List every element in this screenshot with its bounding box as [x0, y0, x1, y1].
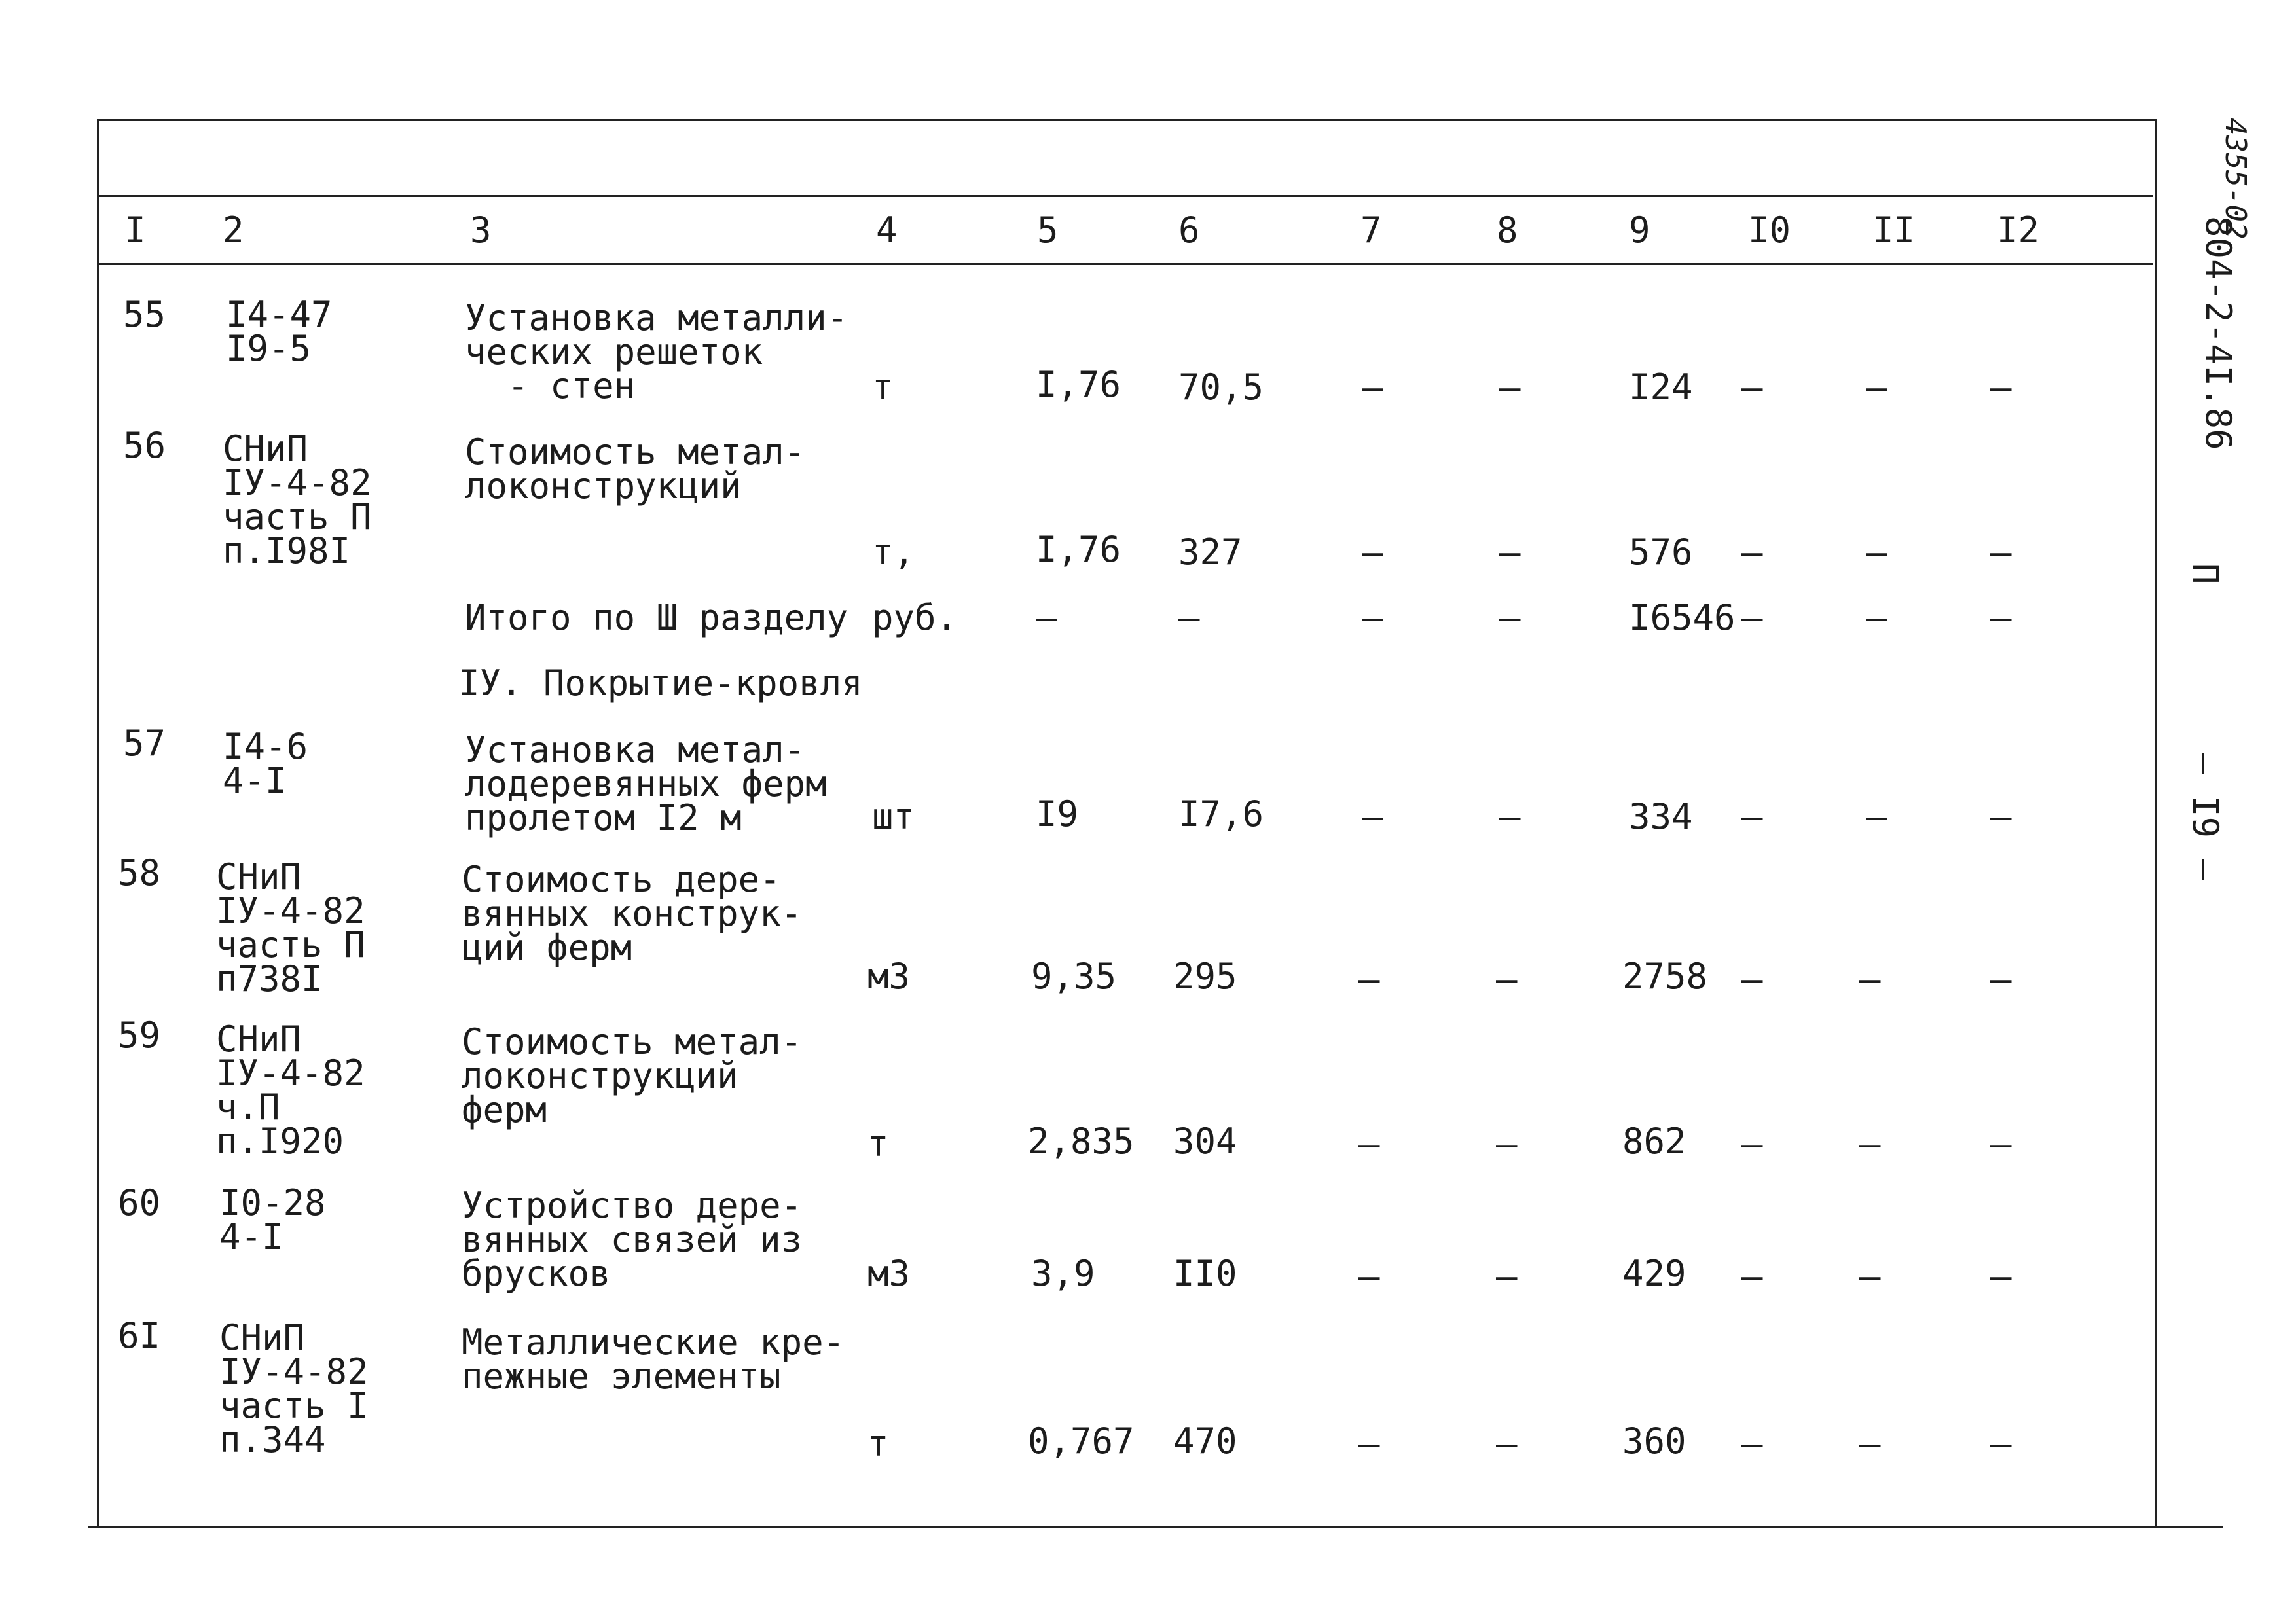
- row-col8: –: [1499, 597, 1521, 638]
- page-number: – I9 –: [2185, 753, 2226, 881]
- row-col12: –: [1990, 532, 2012, 573]
- row-col7: –: [1358, 1123, 1380, 1164]
- col-header-2: 2: [223, 209, 244, 251]
- row-col12: –: [1990, 958, 2012, 1000]
- row-col8: –: [1496, 1255, 1518, 1297]
- row-unit: м3: [867, 1253, 911, 1294]
- row-price: II0: [1173, 1253, 1237, 1294]
- row-col10: –: [1741, 958, 1763, 1000]
- row-price: 327: [1178, 532, 1243, 573]
- row-code: I4-47 I9-5: [226, 294, 333, 369]
- row-col11: –: [1866, 367, 1887, 408]
- row-unit: м3: [867, 956, 911, 997]
- row-unit: т: [867, 1423, 889, 1464]
- row-price: I7,6: [1178, 793, 1264, 835]
- row-col12: –: [1990, 367, 2012, 408]
- row-price: 70,5: [1178, 367, 1264, 408]
- row-number: 60: [118, 1182, 161, 1223]
- row-col7: –: [1358, 958, 1380, 1000]
- row-total: 2758: [1622, 956, 1708, 997]
- row-quantity: 9,35: [1031, 956, 1117, 997]
- row-total: 576: [1629, 532, 1693, 573]
- row-name: Стоимость дере- вянных конструк- ций ферм: [462, 859, 803, 968]
- table-frame: [97, 119, 2157, 1528]
- row-quantity: I,76: [1036, 529, 1121, 570]
- row-quantity: 2,835: [1028, 1121, 1135, 1162]
- row-col11: –: [1859, 1423, 1881, 1464]
- row-number: 59: [118, 1015, 161, 1056]
- row-col8: –: [1499, 532, 1521, 573]
- row-col11: –: [1859, 1255, 1881, 1297]
- row-col7: –: [1362, 367, 1383, 408]
- album-mark: П: [2185, 563, 2226, 585]
- row-total: 360: [1622, 1420, 1686, 1462]
- row-name: Установка металли- ческих решеток - стен: [465, 297, 848, 406]
- table-bottom-rule: [88, 1526, 2223, 1528]
- row-unit: шт: [872, 796, 915, 837]
- row-quantity: 0,767: [1028, 1420, 1135, 1462]
- row-code: СНиП IУ-4-82 часть I п.344: [219, 1317, 369, 1460]
- row-col8: –: [1499, 367, 1521, 408]
- row-number: 56: [123, 425, 166, 466]
- header-top-rule: [97, 195, 2153, 197]
- row-number: 58: [118, 852, 161, 893]
- row-col7: –: [1358, 1423, 1380, 1464]
- row-code: СНиП IУ-4-82 ч.П п.I920: [216, 1019, 365, 1162]
- row-code: СНиП IУ-4-82 часть П п.I98I: [223, 428, 372, 571]
- row-col11: –: [1859, 958, 1881, 1000]
- col-header-5: 5: [1037, 209, 1059, 251]
- row-total: I24: [1629, 367, 1693, 408]
- row-col7: –: [1362, 532, 1383, 573]
- row-col8: –: [1496, 958, 1518, 1000]
- row-col7: –: [1362, 796, 1383, 837]
- col-header-4: 4: [876, 209, 898, 251]
- handwritten-number: 4355-02: [2219, 118, 2252, 240]
- row-quantity: –: [1036, 597, 1057, 638]
- row-name: Устройство дере- вянных связей из брусков: [462, 1185, 803, 1294]
- row-col12: –: [1990, 796, 2012, 837]
- row-unit: т: [872, 367, 894, 408]
- row-col12: –: [1990, 1123, 2012, 1164]
- row-col8: –: [1496, 1123, 1518, 1164]
- row-quantity: 3,9: [1031, 1253, 1095, 1294]
- row-name: Установка метал- лодеревянных ферм пролетом I2 м: [465, 729, 827, 839]
- document-number: 804-2-4I.86: [2198, 216, 2239, 450]
- row-col10: –: [1741, 1255, 1763, 1297]
- row-col7: –: [1358, 1255, 1380, 1297]
- col-header-3: 3: [470, 209, 492, 251]
- row-price: 295: [1173, 956, 1237, 997]
- row-total: 334: [1629, 796, 1693, 837]
- row-col11: –: [1866, 796, 1887, 837]
- row-name: Металлические кре- пежные элементы: [462, 1322, 845, 1397]
- row-total: I6546: [1629, 597, 1736, 638]
- row-price: –: [1178, 597, 1200, 638]
- row-total: 429: [1622, 1253, 1686, 1294]
- row-number: 6I: [118, 1315, 161, 1356]
- row-col12: –: [1990, 1255, 2012, 1297]
- row-total: 862: [1622, 1121, 1686, 1162]
- row-quantity: I9: [1036, 793, 1079, 835]
- row-col11: –: [1866, 532, 1887, 573]
- row-col10: –: [1741, 532, 1763, 573]
- row-col10: –: [1741, 1423, 1763, 1464]
- row-name: Итого по Ш разделу: [465, 597, 848, 638]
- row-col11: –: [1866, 597, 1887, 638]
- section-heading: IУ. Покрытие-кровля: [458, 662, 863, 704]
- row-col10: –: [1741, 1123, 1763, 1164]
- col-header-8: 8: [1497, 209, 1518, 251]
- row-unit: т,: [872, 532, 915, 573]
- row-name: Стоимость метал- локонструкций: [465, 431, 806, 507]
- row-col11: –: [1859, 1123, 1881, 1164]
- row-col7: –: [1362, 597, 1383, 638]
- row-col8: –: [1496, 1423, 1518, 1464]
- col-header-9: 9: [1629, 209, 1650, 251]
- row-col10: –: [1741, 367, 1763, 408]
- col-header-10: I0: [1748, 209, 1791, 251]
- row-quantity: I,76: [1036, 364, 1121, 405]
- row-code: I0-28 4-I: [219, 1182, 326, 1257]
- row-col12: –: [1990, 1423, 2012, 1464]
- row-col12: –: [1990, 597, 2012, 638]
- row-price: 304: [1173, 1121, 1237, 1162]
- row-code: I4-6 4-I: [223, 726, 308, 801]
- row-number: 57: [123, 723, 166, 764]
- header-bottom-rule: [97, 263, 2153, 265]
- row-name: Стоимость метал- локонструкций ферм: [462, 1021, 803, 1130]
- col-header-12: I2: [1997, 209, 2040, 251]
- col-header-1: I: [124, 209, 146, 251]
- col-header-11: II: [1872, 209, 1916, 251]
- col-header-6: 6: [1178, 209, 1200, 251]
- row-price: 470: [1173, 1420, 1237, 1462]
- row-col10: –: [1741, 597, 1763, 638]
- row-unit: руб.: [872, 597, 958, 638]
- row-col8: –: [1499, 796, 1521, 837]
- col-header-7: 7: [1360, 209, 1382, 251]
- row-col10: –: [1741, 796, 1763, 837]
- row-code: СНиП IУ-4-82 часть П п738I: [216, 856, 365, 1000]
- row-unit: т: [867, 1123, 889, 1164]
- row-number: 55: [123, 294, 166, 335]
